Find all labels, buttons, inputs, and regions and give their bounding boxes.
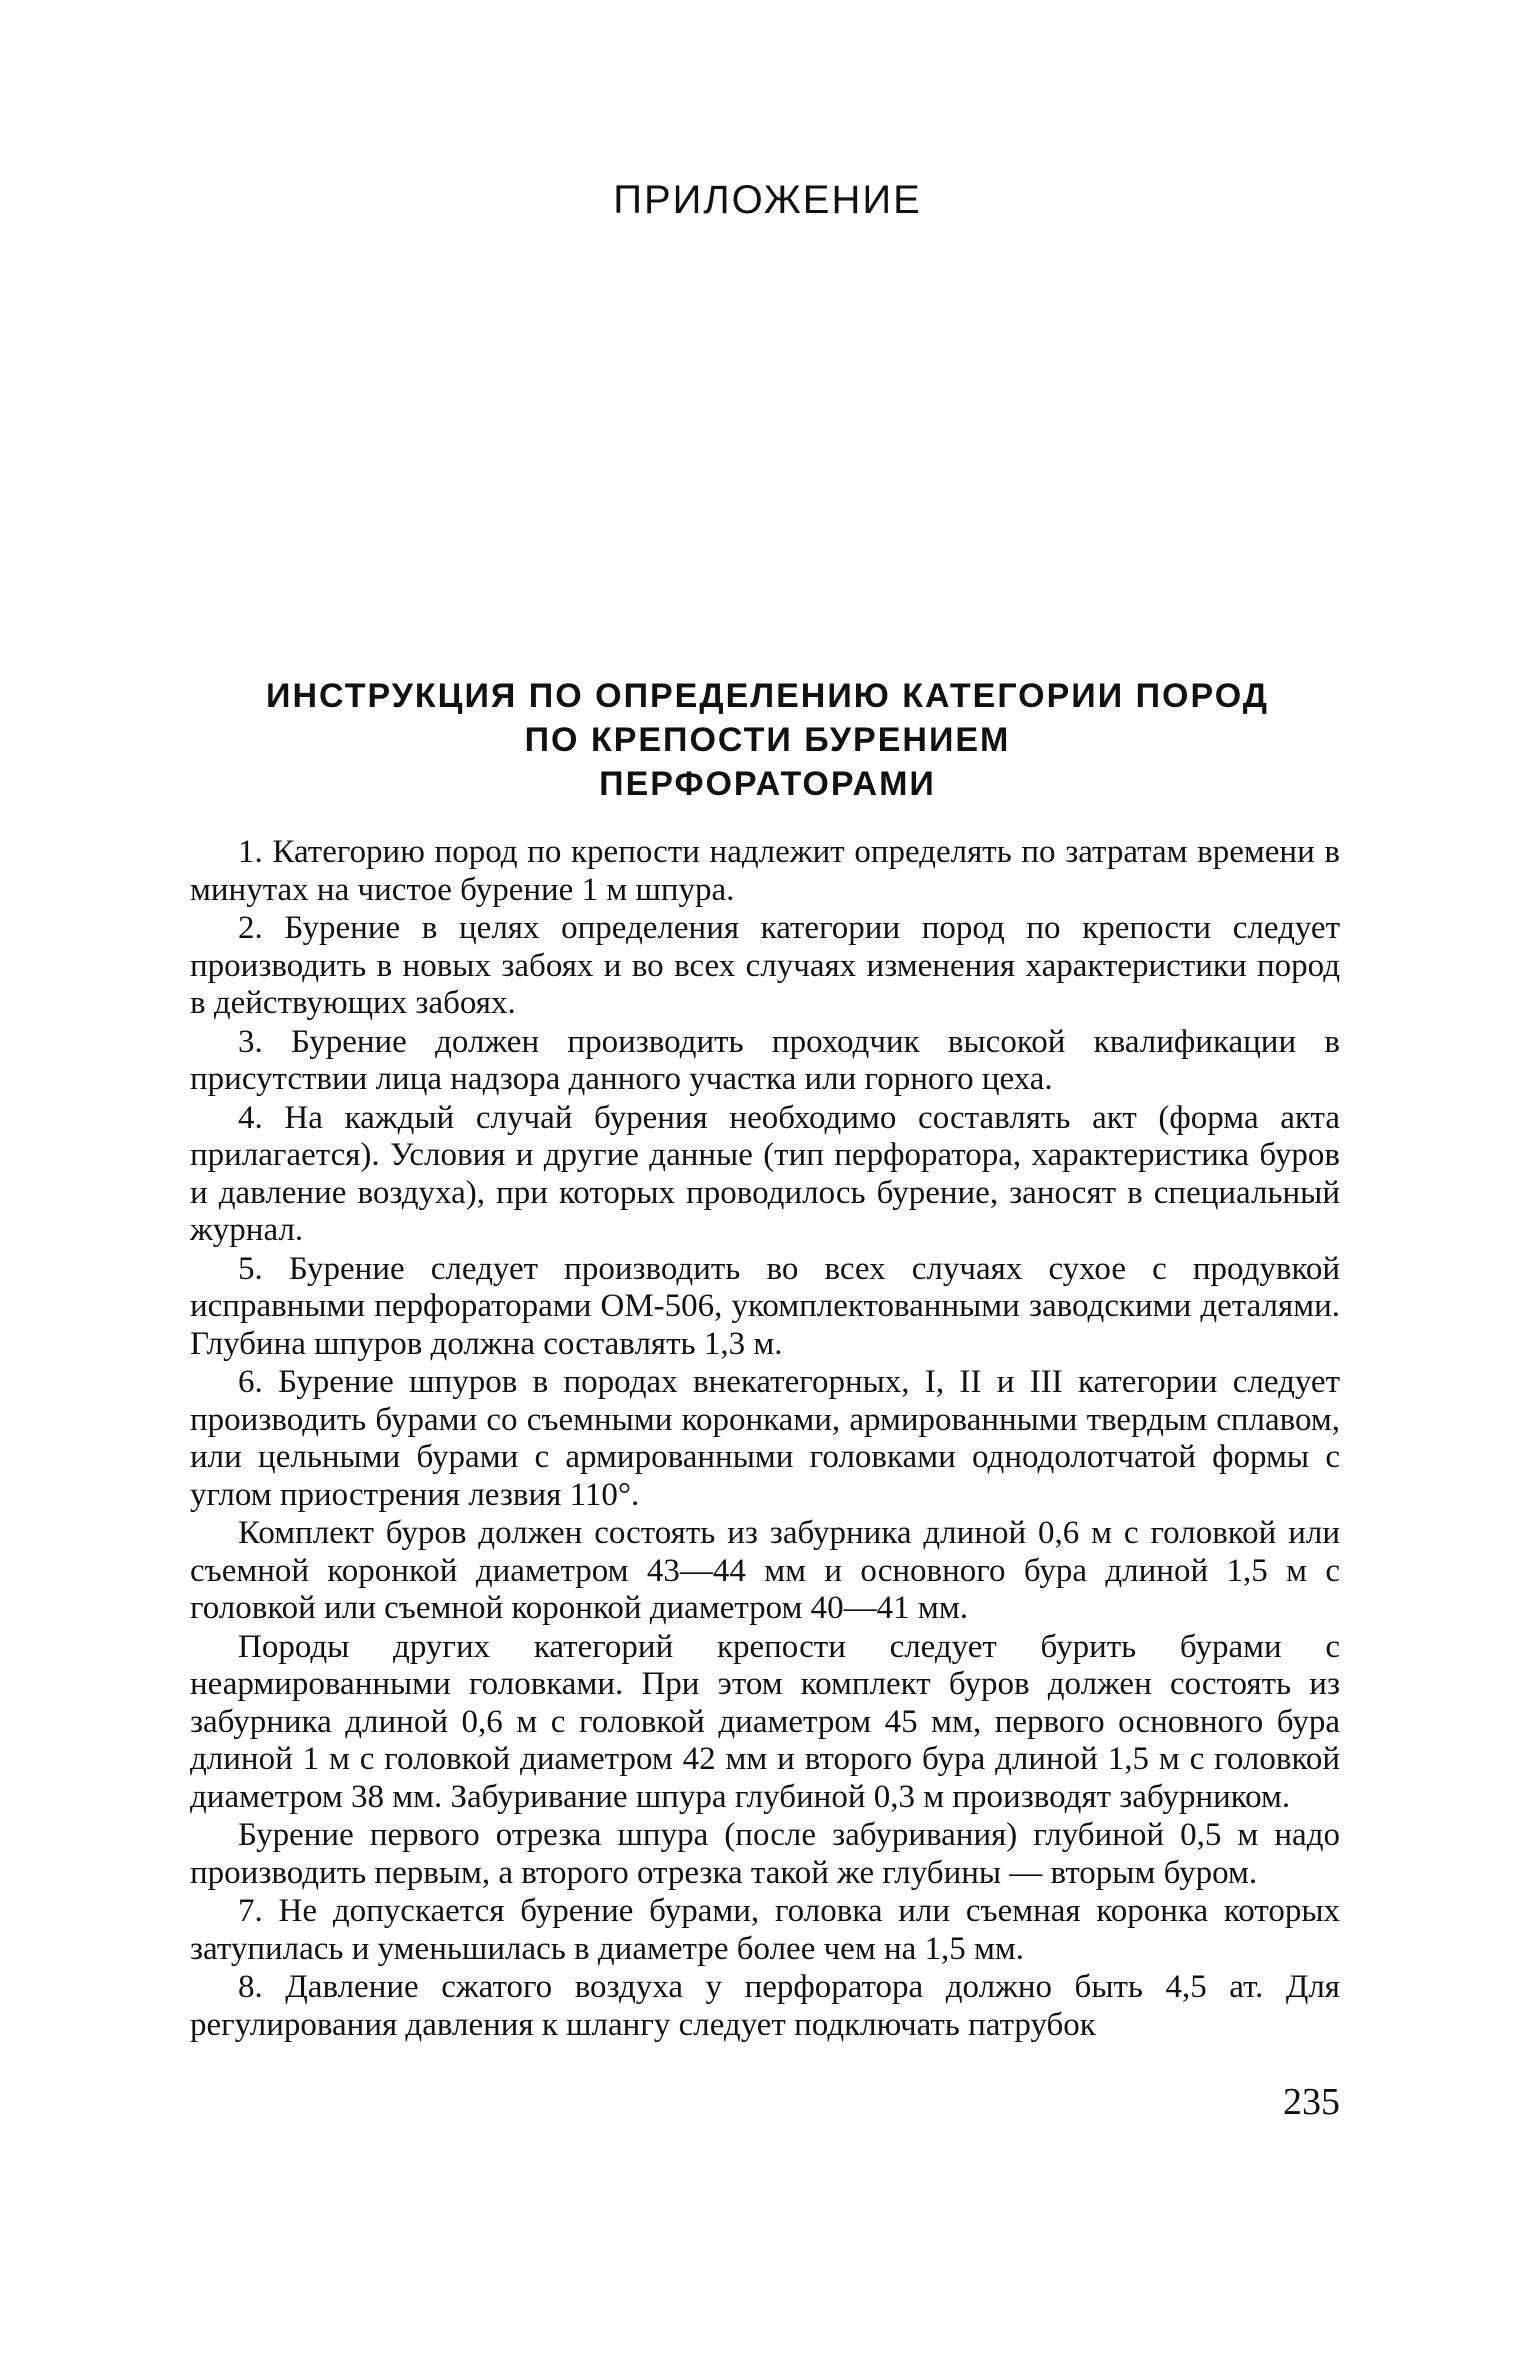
paragraph-6-other-categories: Породы других категорий крепости следует бурить бурами с неармированными головками. При этом комплект буров должен состоять из забурника длиной 0,6 м с головкой диаметром 45 мм, первого основного бура длиной 1 м с головкой диаметром 42 мм и второго бура длиной 1,5 м с головкой диаметром 38 мм. Забуривание шпура глубиной 0,3 м производят забурником. [190,1628,1340,1815]
paragraph-7: 7. Не допускается бурение бурами, головка или съемная коронка которых затупилась и уменьшилась в диаметре более чем на 1,5 мм. [190,1893,1340,1967]
body-text [190,834,1340,2045]
paragraph-5: 5. Бурение следует производить во всех случаях сухое с продувкой исправными перфораторами ОМ-506, укомплектованными заводскими деталями. Глубина шпуров должна составлять 1,3 м. [190,1250,1340,1362]
paragraph-4: 4. На каждый случай бурения необходимо составлять акт (форма акта прилагается). Условия и другие данные (тип перфоратора, характеристика буров и давление воздуха), при которых проводилось бурение, заносят в специальный журнал. [190,1099,1340,1248]
paragraph-1: 1. Категорию пород по крепости надлежит определять по затратам времени в минутах на чистое бурение 1 м шпура. [190,834,1340,908]
paragraph-2: 2. Бурение в целях определения категории пород по крепости следует производить в новых забоях и во всех случаях изменения характеристики пород в действующих забоях. [190,910,1340,1021]
paragraph-6: 6. Бурение шпуров в породах внекатегорных, I, II и III категории следует производить бурами со съемными коронками, армированными твердым сплавом, или цельными бурами с армированными головками однодолотчатой формы с углом приострения лезвия 110°. [190,1364,1340,1513]
paragraph-6-first-segment: Бурение первого отрезка шпура (после забуривания) глубиной 0,5 м надо производить первым, а второго отрезка такой же глубины — вторым буром. [190,1817,1340,1891]
document-title [180,674,1355,806]
title-line-3: ПЕРФОРАТОРАМИ [599,765,936,803]
paragraph-8: 8. Давление сжатого воздуха у перфоратора должно быть 4,5 ат. Для регулирования давления к шлангу следует подключать патрубок [190,1969,1340,2043]
paragraph-3: 3. Бурение должен производить проходчик высокой квалификации в присутствии лица надзора данного участка или горного цеха. [190,1023,1340,1097]
appendix-heading: ПРИЛОЖЕНИЕ [613,178,922,222]
paragraph-6-drill-set: Комплект буров должен состоять из забурника длиной 0,6 м с головкой или съемной коронкой диаметром 43—44 мм и основного бура длиной 1,5 м с головкой или съемной коронкой диаметром 40—41 мм. [190,1515,1340,1626]
title-line-2: ПО КРЕПОСТИ БУРЕНИЕМ [524,721,1011,759]
title-line-1: ИНСТРУКЦИЯ ПО ОПРЕДЕЛЕНИЮ КАТЕГОРИИ ПОРОД [266,677,1269,715]
page-number: 235 [1283,2081,1340,2123]
